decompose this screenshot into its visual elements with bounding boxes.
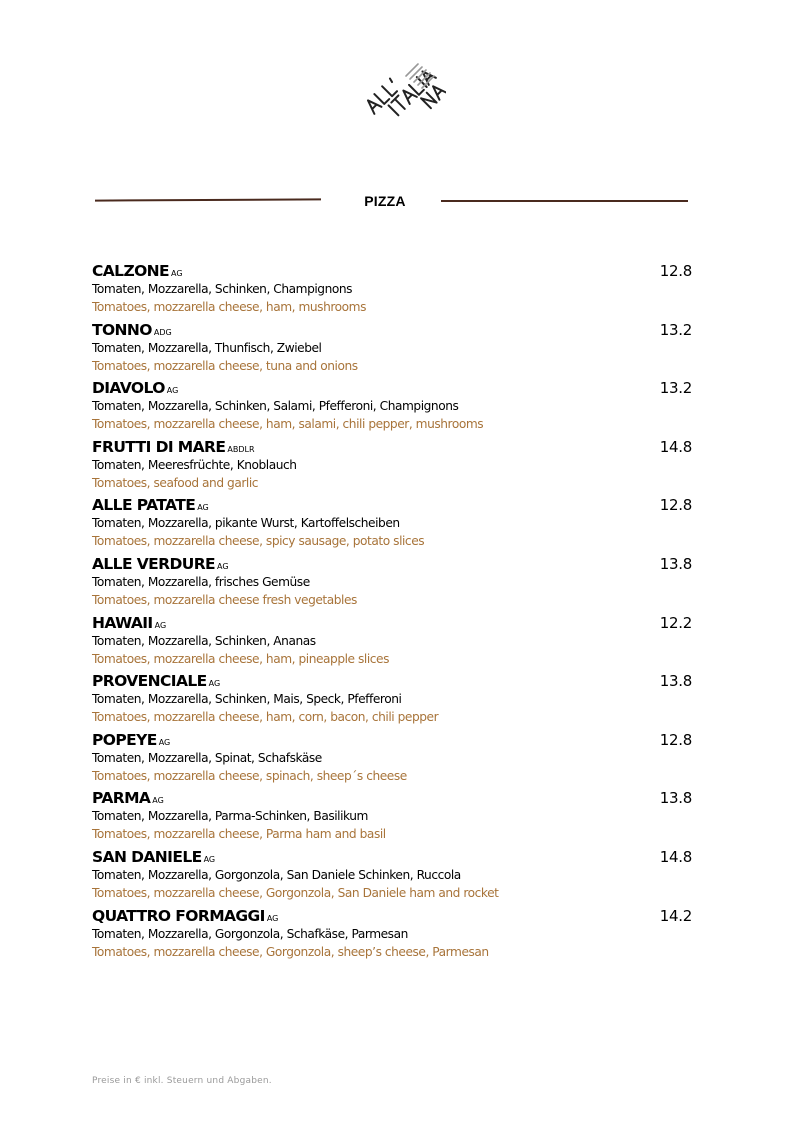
menu-item [92,847,692,906]
item-allergens: AG [197,503,209,513]
item-title: ALLE PATATE [92,496,196,515]
item-title: CALZONE [92,262,170,280]
item-price: 12.8 [659,730,692,749]
item-description-en: Tomatoes, mozzarella cheese, ham, pineapple slices [92,651,389,666]
price-note: Preise in € inkl. Steuern und Abgaben. [92,1076,272,1086]
item-description-en: Tomatoes, mozzarella cheese, Parma ham and basil [92,827,386,842]
item-price: 14.8 [659,437,692,456]
item-description-de: Tomaten, Mozzarella, Schinken, Salami, Pfefferoni, Champignons [92,399,459,414]
item-price: 13.8 [659,554,692,573]
menu-item [92,788,692,847]
item-title: FRUTTI DI MARE [92,437,226,456]
item-description-de: Tomaten, Mozzarella, pikante Wurst, Kartoffelscheiben [92,516,400,531]
item-description-de: Tomaten, Mozzarella, Spinat, Schafskäse [92,750,322,765]
item-title: DIAVOLO [92,379,165,398]
item-price: 12.8 [659,262,692,280]
divider-right [441,200,688,202]
divider-left [95,198,321,201]
item-description-de: Tomaten, Mozzarella, Schinken, Champignons [92,282,353,296]
menu-item [92,906,692,965]
item-title: SAN DANIELE [92,847,202,866]
item-description-en: Tomatoes, mozzarella cheese, ham, mushrooms [92,300,366,314]
item-description-en: Tomatoes, mozzarella cheese, spinach, sheep´s cheese [92,768,407,783]
item-price: 12.8 [659,496,692,515]
item-description-de: Tomaten, Mozzarella, Parma-Schinken, Basilikum [92,809,368,824]
menu-item [92,554,692,613]
item-description-en: Tomatoes, mozzarella cheese, ham, salami, chili pepper, mushrooms [92,417,484,432]
menu-item [92,261,692,320]
item-price: 13.2 [659,320,692,339]
item-description-en: Tomatoes, mozzarella cheese fresh vegetables [92,592,357,607]
item-allergens: AG [171,269,183,278]
item-price: 14.2 [659,906,692,925]
item-description-de: Tomaten, Mozzarella, Gorgonzola, San Daniele Schinken, Ruccola [92,867,461,882]
item-description-de: Tomaten, Mozzarella, Schinken, Ananas [92,633,316,648]
item-title: HAWAII [92,613,153,632]
allitaliana-logo-icon [348,46,446,128]
item-title: PROVENCIALE [92,672,207,691]
section-title: PIZZA [364,193,406,209]
item-description-de: Tomaten, Mozzarella, Thunfisch, Zwiebel [92,340,322,355]
menu-item [92,437,692,496]
item-price: 12.2 [659,613,692,632]
menu-item [92,378,692,437]
item-description-en: Tomatoes, mozzarella cheese, spicy sausage, potato slices [92,534,425,549]
item-price: 13.8 [659,789,692,808]
menu-item [92,671,692,730]
menu-item [92,613,692,672]
menu-item [92,495,692,554]
item-allergens: AG [158,737,171,747]
item-allergens: AG [154,620,167,630]
menu-item [92,320,692,379]
item-allergens: AG [203,854,216,864]
item-allergens: AG [208,679,221,689]
item-description-en: Tomatoes, mozzarella cheese, ham, corn, bacon, chili pepper [92,710,439,725]
item-allergens: AG [266,913,279,923]
item-description-en: Tomatoes, mozzarella cheese, tuna and onions [92,358,358,373]
item-description-en: Tomatoes, mozzarella cheese, Gorgonzola, sheep’s cheese, Parmesan [92,944,489,959]
menu-list [92,261,692,964]
item-allergens: ABDLR [227,444,255,454]
item-title: POPEYE [92,730,157,749]
item-description-en: Tomatoes, mozzarella cheese, Gorgonzola, San Daniele ham and rocket [92,885,499,900]
item-title: ALLE VERDURE [92,554,216,573]
item-title: QUATTRO FORMAGGI [92,906,265,925]
item-description-de: Tomaten, Meeresfrüchte, Knoblauch [92,457,297,472]
menu-item [92,730,692,789]
item-price: 13.8 [659,672,692,691]
item-allergens: AG [152,796,164,806]
item-title: TONNO [92,320,152,339]
item-allergens: AG [217,561,229,571]
item-allergens: AG [166,386,179,396]
item-price: 13.2 [659,379,692,398]
item-price: 14.8 [659,847,692,866]
item-description-en: Tomatoes, seafood and garlic [92,475,259,490]
item-title: PARMA [92,789,151,808]
item-description-de: Tomaten, Mozzarella, Gorgonzola, Schafkäse, Parmesan [92,926,408,941]
item-description-de: Tomaten, Mozzarella, Schinken, Mais, Speck, Pfefferoni [92,692,402,707]
item-allergens: ADG [153,327,172,337]
item-description-de: Tomaten, Mozzarella, frisches Gemüse [92,574,310,589]
